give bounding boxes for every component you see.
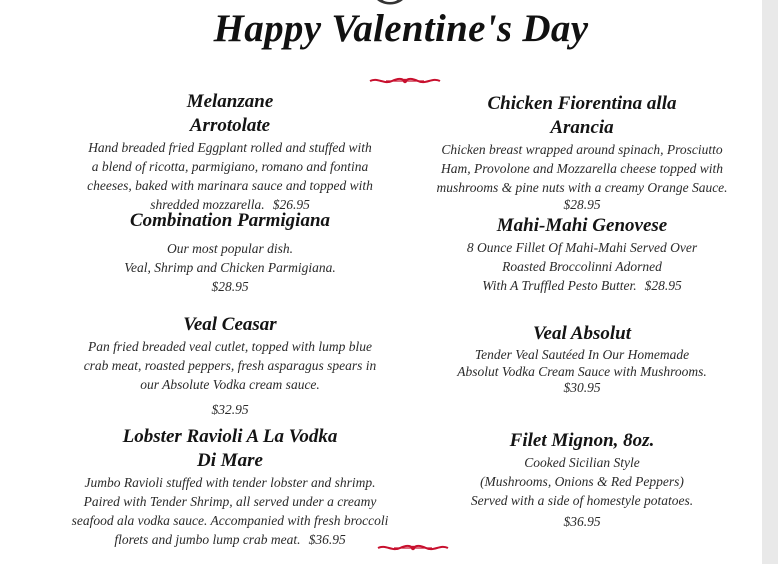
description-text: florets and jumbo lump crab meat. xyxy=(114,532,301,547)
item-price: $30.95 xyxy=(563,380,601,395)
description-line xyxy=(40,530,420,549)
description-line: Cooked Sicilian Style xyxy=(524,455,640,470)
description-line: Tender Veal Sautéed In Our Homemade xyxy=(474,347,690,362)
menu-item xyxy=(392,322,772,396)
item-name xyxy=(392,322,772,346)
description-line: crab meat, roasted peppers, fresh asparagus spears in xyxy=(83,358,377,373)
item-price: $26.95 xyxy=(272,197,310,212)
item-name-line: Melanzane xyxy=(186,91,274,112)
description-line: a blend of ricotta, parmigiano, romano and fontina xyxy=(91,159,369,174)
item-name-line: Arrotolate xyxy=(189,115,271,136)
item-name-line: Veal Absolut xyxy=(532,323,631,344)
page-title: Happy Valentine's Day xyxy=(213,7,589,50)
description-line: Paired with Tender Shrimp, all served under a creamy xyxy=(83,494,377,509)
description-line xyxy=(392,276,772,295)
item-name xyxy=(392,214,772,238)
item-name-line: Veal Ceasar xyxy=(183,314,277,335)
description-line: Absolut Vodka Cream Sauce with Mushrooms. xyxy=(457,364,707,379)
description-line: Ham, Provolone and Mozzarella cheese topped with xyxy=(440,161,724,176)
description-line: 8 Ounce Fillet Of Mahi-Mahi Served Over xyxy=(466,240,698,255)
description-line: Roasted Broccolinni Adorned xyxy=(502,259,662,274)
menu-item xyxy=(40,209,420,297)
description-line: mushrooms & pine nuts with a creamy Orange Sauce. xyxy=(436,180,728,195)
item-description xyxy=(392,238,772,295)
description-line: seafood ala vodka sauce. Accompanied with fresh broccoli xyxy=(71,513,389,528)
description-line: cheeses, baked with marinara sauce and topped with xyxy=(87,178,373,193)
flourish-divider-icon xyxy=(376,543,450,553)
item-name-line: Arancia xyxy=(550,117,614,138)
item-description xyxy=(40,473,420,549)
flourish-divider-icon xyxy=(368,76,442,86)
menu-item xyxy=(40,313,420,420)
item-name xyxy=(392,92,772,140)
item-name-line: Combination Parmigiana xyxy=(129,210,331,231)
item-name xyxy=(40,313,420,337)
item-price: $28.95 xyxy=(211,279,249,294)
item-price: $36.95 xyxy=(308,532,346,547)
item-description xyxy=(392,453,772,510)
description-line: (Mushrooms, Onions & Red Peppers) xyxy=(480,474,684,489)
item-name xyxy=(40,425,420,473)
item-name-line: Filet Mignon, 8oz. xyxy=(509,430,655,451)
item-description xyxy=(40,138,420,214)
item-description xyxy=(40,239,420,277)
description-line: Hand breaded fried Eggplant rolled and stuffed with xyxy=(88,140,372,155)
item-name xyxy=(392,429,772,453)
item-price: $28.95 xyxy=(644,278,682,293)
item-price: $28.95 xyxy=(563,197,601,212)
item-description xyxy=(40,337,420,394)
description-line: Pan fried breaded veal cutlet, topped with lump blue xyxy=(87,339,373,354)
item-name-line: Di Mare xyxy=(197,450,263,471)
description-line: Jumbo Ravioli stuffed with tender lobster and shrimp. xyxy=(84,475,376,490)
menu-item xyxy=(392,92,772,213)
description-text: shredded mozzarella. xyxy=(150,197,265,212)
item-price: $36.95 xyxy=(563,514,601,529)
item-name-line: Chicken Fiorentina alla xyxy=(487,93,677,114)
description-line: Our most popular dish. xyxy=(166,241,293,256)
description-line: Veal, Shrimp and Chicken Parmigiana. xyxy=(124,260,336,275)
item-name-line: Mahi-Mahi Genovese xyxy=(496,215,668,236)
item-description xyxy=(392,140,772,197)
item-name-line: Lobster Ravioli A La Vodka xyxy=(122,426,338,447)
item-name xyxy=(40,90,420,138)
description-text: With A Truffled Pesto Butter. xyxy=(482,278,637,293)
description-line: Chicken breast wrapped around spinach, Prosciutto xyxy=(441,142,723,157)
menu-item xyxy=(392,429,772,532)
item-name xyxy=(40,209,420,233)
menu-item xyxy=(40,90,420,214)
menu-item xyxy=(392,214,772,295)
item-price: $32.95 xyxy=(211,402,249,417)
description-line: our Absolute Vodka cream sauce. xyxy=(140,377,320,392)
item-description xyxy=(392,346,772,380)
menu-item xyxy=(40,425,420,549)
description-line: Served with a side of homestyle potatoes. xyxy=(470,493,694,508)
